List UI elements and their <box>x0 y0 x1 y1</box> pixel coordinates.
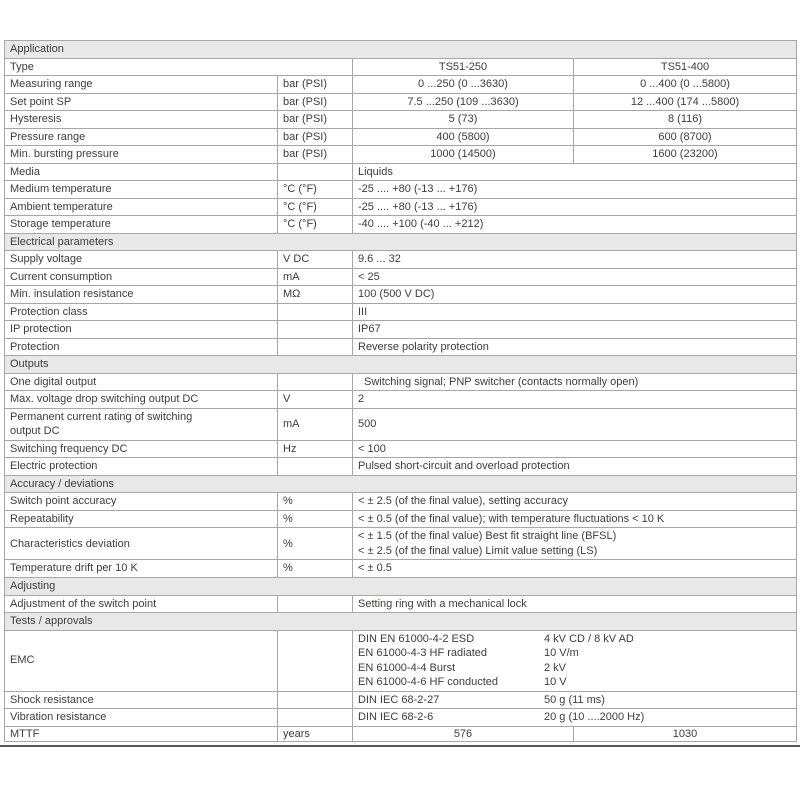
param-cell: Set point SP <box>5 93 278 111</box>
unit-cell: bar (PSI) <box>278 111 353 129</box>
param-label: Temperature drift per 10 K <box>10 562 138 575</box>
value-cell: IP67 <box>353 321 797 339</box>
param-cell <box>5 595 278 613</box>
unit-cell <box>278 630 353 691</box>
value-cell-model-1: 7.5 ...250 (109 ...3630) <box>353 93 574 111</box>
table-row <box>5 528 797 560</box>
section-header: Electrical parameters <box>5 233 797 251</box>
param-cell <box>5 198 278 216</box>
section-row <box>5 356 797 374</box>
table-row <box>5 286 797 304</box>
standard-value: 50 g (11 ms) <box>544 693 605 706</box>
value-cell-model-1: 576 <box>353 726 574 741</box>
unit-cell: % <box>278 560 353 578</box>
table-row <box>5 338 797 356</box>
standard-label: EN 61000-4-3 HF radiated <box>358 647 488 660</box>
param-cell <box>5 510 278 528</box>
value-cell: < ± 2.5 (of the final value), setting accuracy <box>353 493 797 511</box>
section-row <box>5 233 797 251</box>
value-cell-model-1: 400 (5800) <box>353 128 574 146</box>
unit-cell: V DC <box>278 251 353 269</box>
table-row <box>5 216 797 234</box>
table-row <box>5 321 797 339</box>
standard-value: 4 kV CD / 8 kV AD <box>544 632 634 645</box>
value-cell-model-2: 600 (8700) <box>574 128 797 146</box>
table-row <box>5 391 797 409</box>
table-row <box>5 163 797 181</box>
table-row <box>5 560 797 578</box>
unit-cell <box>278 458 353 476</box>
value-line: < ± 2.5 (of the final value) Limit value setting (LS) <box>358 544 598 557</box>
standard-label: DIN IEC 68-2-27 <box>358 693 440 706</box>
section-header: Application <box>5 41 797 59</box>
param-label: Protection <box>10 340 60 353</box>
param-label: Storage temperature <box>10 218 111 231</box>
value-cell: < 25 <box>353 268 797 286</box>
standard-value: 2 kV <box>544 661 567 674</box>
value-cell-model-2: 1030 <box>574 726 797 741</box>
value-cell: -40 .... +100 (-40 ... +212) <box>353 216 797 234</box>
value-cell: -25 .... +80 (-13 ... +176) <box>353 181 797 199</box>
unit-cell <box>278 338 353 356</box>
unit-cell: °C (°F) <box>278 216 353 234</box>
param-cell <box>5 268 278 286</box>
table-row <box>5 146 797 164</box>
param-label: Max. voltage drop switching output DC <box>10 393 199 406</box>
unit-cell: mA <box>278 408 353 440</box>
standard-value-pair <box>358 710 791 725</box>
section-header: Outputs <box>5 356 797 374</box>
standard-value-pair <box>358 646 791 661</box>
table-row <box>5 493 797 511</box>
value-cell: Switching signal; PNP switcher (contacts normally open) <box>353 373 797 391</box>
param-cell: MTTF <box>5 726 278 741</box>
param-label: Media <box>10 165 40 178</box>
param-cell <box>5 163 278 181</box>
unit-cell: % <box>278 493 353 511</box>
value-cell: < ± 0.5 <box>353 560 797 578</box>
param-cell <box>5 408 278 440</box>
value-cell: Setting ring with a mechanical lock <box>353 595 797 613</box>
section-row <box>5 475 797 493</box>
unit-cell <box>278 321 353 339</box>
param-label: Min. insulation resistance <box>10 288 134 301</box>
unit-cell: V <box>278 391 353 409</box>
table-row <box>5 303 797 321</box>
value-cell-model-1: 5 (73) <box>353 111 574 129</box>
bottom-rule <box>0 745 800 747</box>
param-cell: Pressure range <box>5 128 278 146</box>
param-cell <box>5 216 278 234</box>
param-cell <box>5 321 278 339</box>
unit-cell: MΩ <box>278 286 353 304</box>
value-cell-model-2: 12 ...400 (174 ...5800) <box>574 93 797 111</box>
value-cell-model-2: 1600 (23200) <box>574 146 797 164</box>
param-cell <box>5 286 278 304</box>
standard-value-pair <box>358 661 791 676</box>
value-cell-model-1: TS51-250 <box>353 58 574 76</box>
table-row <box>5 93 797 111</box>
value-cell-model-2: 8 (116) <box>574 111 797 129</box>
value-cell: 2 <box>353 391 797 409</box>
section-row <box>5 41 797 59</box>
param-cell <box>5 303 278 321</box>
param-cell <box>5 440 278 458</box>
section-row <box>5 577 797 595</box>
standard-label: EN 61000-4-6 HF conducted <box>358 676 499 689</box>
value-line: < ± 1.5 (of the final value) Best fit straight line (BFSL) <box>358 530 617 543</box>
param-cell: EMC <box>5 630 278 691</box>
section-header: Tests / approvals <box>5 613 797 631</box>
param-cell <box>5 338 278 356</box>
param-cell: Type <box>5 58 353 76</box>
unit-cell: bar (PSI) <box>278 93 353 111</box>
section-row <box>5 613 797 631</box>
table-row <box>5 58 797 76</box>
value-cell <box>353 630 797 691</box>
standard-value-pair <box>358 693 791 708</box>
unit-cell: °C (°F) <box>278 198 353 216</box>
table-row <box>5 510 797 528</box>
param-cell: Hysteresis <box>5 111 278 129</box>
table-row <box>5 709 797 727</box>
param-cell: Measuring range <box>5 76 278 94</box>
standard-label: EN 61000-4-4 Burst <box>358 661 456 674</box>
unit-cell: % <box>278 510 353 528</box>
param-label: Ambient temperature <box>10 200 113 213</box>
table-row <box>5 458 797 476</box>
spec-table <box>4 40 797 742</box>
unit-cell: mA <box>278 268 353 286</box>
param-label: Switch point accuracy <box>10 495 117 508</box>
spec-table-body <box>5 41 797 742</box>
value-cell: III <box>353 303 797 321</box>
param-label: Current consumption <box>10 270 113 283</box>
unit-cell <box>278 595 353 613</box>
unit-cell <box>278 163 353 181</box>
table-row <box>5 373 797 391</box>
param-label: Permanent current rating of switching output DC <box>10 410 193 438</box>
value-cell: Liquids <box>353 163 797 181</box>
unit-cell: bar (PSI) <box>278 146 353 164</box>
value-cell <box>353 528 797 560</box>
param-label: Protection class <box>10 305 88 318</box>
table-row <box>5 111 797 129</box>
table-row <box>5 251 797 269</box>
standard-value-pair <box>358 632 791 647</box>
param-cell <box>5 251 278 269</box>
table-row <box>5 268 797 286</box>
standard-label: DIN EN 61000-4-2 ESD <box>358 632 475 645</box>
value-cell: 500 <box>353 408 797 440</box>
value-cell-model-2: TS51-400 <box>574 58 797 76</box>
param-cell <box>5 560 278 578</box>
table-row <box>5 198 797 216</box>
standard-value: 10 V/m <box>544 647 579 660</box>
unit-cell <box>278 303 353 321</box>
param-cell <box>5 391 278 409</box>
unit-cell: bar (PSI) <box>278 76 353 94</box>
param-label: Repeatability <box>10 512 74 525</box>
unit-cell: Hz <box>278 440 353 458</box>
value-cell: 100 (500 V DC) <box>353 286 797 304</box>
param-cell: Shock resistance <box>5 691 278 709</box>
unit-cell <box>278 691 353 709</box>
param-label: One digital output <box>10 375 97 388</box>
value-cell: < 100 <box>353 440 797 458</box>
table-row <box>5 691 797 709</box>
unit-cell: years <box>278 726 353 741</box>
table-row <box>5 595 797 613</box>
value-cell: < ± 0.5 (of the final value); with temperature fluctuations < 10 K <box>353 510 797 528</box>
table-row <box>5 440 797 458</box>
value-cell <box>353 709 797 727</box>
value-cell <box>353 691 797 709</box>
unit-cell: % <box>278 528 353 560</box>
param-label: Supply voltage <box>10 253 83 266</box>
value-cell: 9.6 ... 32 <box>353 251 797 269</box>
param-label: Medium temperature <box>10 183 112 196</box>
param-cell <box>5 458 278 476</box>
value-cell-model-1: 1000 (14500) <box>353 146 574 164</box>
section-header: Accuracy / deviations <box>5 475 797 493</box>
param-label: Adjustment of the switch point <box>10 597 157 610</box>
unit-cell: °C (°F) <box>278 181 353 199</box>
table-row <box>5 408 797 440</box>
section-header: Adjusting <box>5 577 797 595</box>
param-cell: Vibration resistance <box>5 709 278 727</box>
table-row <box>5 76 797 94</box>
standard-label: DIN IEC 68-2-6 <box>358 711 434 724</box>
param-cell: Min. bursting pressure <box>5 146 278 164</box>
param-cell <box>5 373 278 391</box>
standard-value: 20 g (10 ....2000 Hz) <box>544 711 645 724</box>
unit-cell <box>278 373 353 391</box>
unit-cell: bar (PSI) <box>278 128 353 146</box>
unit-cell <box>278 709 353 727</box>
param-label: Electric protection <box>10 460 98 473</box>
standard-value-pair <box>358 675 791 690</box>
param-label: Switching frequency DC <box>10 442 128 455</box>
table-row <box>5 630 797 691</box>
value-cell: Pulsed short-circuit and overload protection <box>353 458 797 476</box>
param-label: IP protection <box>10 323 72 336</box>
value-cell-model-1: 0 ...250 (0 ...3630) <box>353 76 574 94</box>
value-cell-model-2: 0 ...400 (0 ...5800) <box>574 76 797 94</box>
param-cell: Characteristics deviation <box>5 528 278 560</box>
value-cell: Reverse polarity protection <box>353 338 797 356</box>
table-row <box>5 726 797 741</box>
param-cell <box>5 181 278 199</box>
table-row <box>5 181 797 199</box>
standard-value: 10 V <box>544 676 567 689</box>
value-cell: -25 .... +80 (-13 ... +176) <box>353 198 797 216</box>
param-cell <box>5 493 278 511</box>
table-row <box>5 128 797 146</box>
